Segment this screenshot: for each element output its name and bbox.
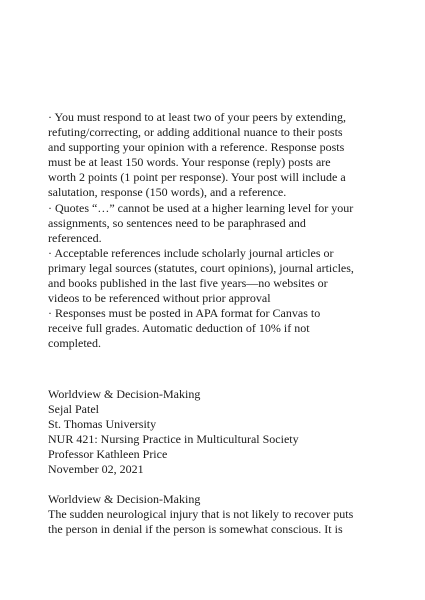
instruction-line: worth 2 points (1 point per response). Your post will include a — [48, 170, 346, 185]
essay-body — [48, 492, 388, 537]
instruction-line: completed. — [48, 336, 101, 351]
essay-line: the person in denial if the person is somewhat conscious. It is — [48, 522, 343, 537]
instruction-line: and books published in the last five years—no websites or — [48, 276, 328, 291]
author-name: Sejal Patel — [48, 402, 99, 417]
institution-name: St. Thomas University — [48, 417, 157, 432]
instruction-line: receive full grades. Automatic deduction of 10% if not — [48, 321, 310, 336]
instruction-line: assignments, so sentences need to be paraphrased and — [48, 215, 306, 230]
instruction-line: salutation, response (150 words), and a reference. — [48, 185, 287, 200]
course-name: NUR 421: Nursing Practice in Multicultural Society — [48, 432, 299, 447]
instruction-line: · You must respond to at least two of your peers by extending, — [48, 110, 346, 124]
instruction-line: videos to be referenced without prior approval — [48, 291, 271, 306]
instruction-line: primary legal sources (statutes, court opinions), journal articles, — [48, 260, 354, 275]
instruction-line: refuting/correcting, or adding additional nuance to their posts — [48, 125, 343, 140]
title-page-block — [48, 387, 388, 478]
essay-heading: Worldview & Decision-Making — [48, 492, 201, 506]
instruction-line: and supporting your opinion with a reference. Response posts — [48, 140, 345, 155]
instruction-line: · Responses must be posted in APA format for Canvas to — [48, 306, 321, 321]
essay-line: The sudden neurological injury that is not likely to recover puts — [48, 507, 354, 522]
instruction-line: · Acceptable references include scholarly journal articles or — [48, 245, 334, 260]
instruction-line: referenced. — [48, 230, 102, 245]
instructor-name: Professor Kathleen Price — [48, 447, 168, 462]
instruction-line: must be at least 150 words. Your response (reply) posts are — [48, 155, 331, 170]
instruction-line: · Quotes “…” cannot be used at a higher learning level for your — [48, 200, 354, 215]
paper-title: Worldview & Decision-Making — [48, 387, 201, 401]
assignment-instructions — [48, 110, 388, 352]
submission-date: November 02, 2021 — [48, 462, 144, 477]
